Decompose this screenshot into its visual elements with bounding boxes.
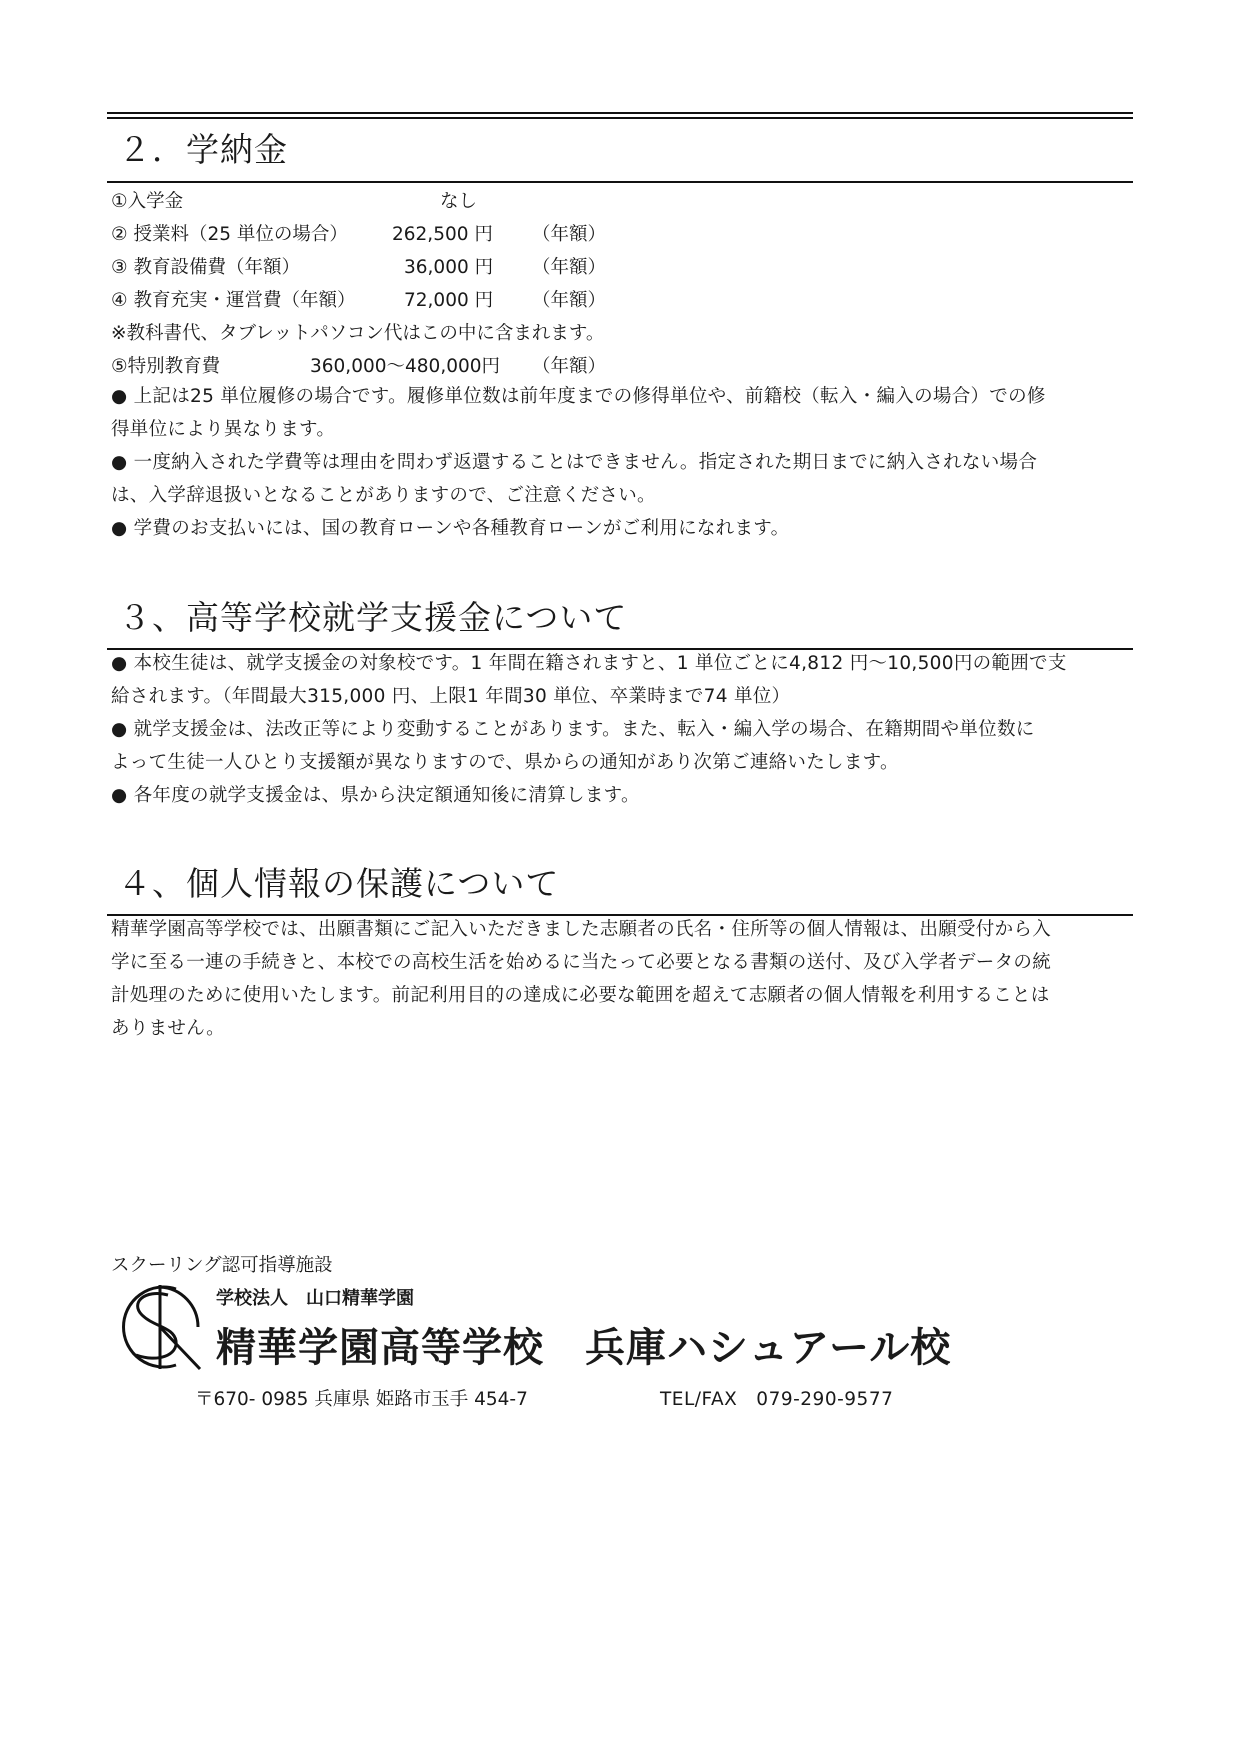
paragraph-line: ● 就学支援金は、法改正等により変動することがあります。また、転入・編入学の場合、在籍期間や単位数に bbox=[111, 719, 1035, 740]
paragraph-line: ● 各年度の就学支援金は、県から決定額通知後に清算します。 bbox=[111, 785, 640, 806]
bullet-line: 得単位により異なります。 bbox=[111, 419, 336, 440]
paragraph-line: 計処理のために使用いたします。前記利用目的の達成に必要な範囲を超えて志願者の個人情報を利用することは bbox=[111, 985, 1050, 1006]
top-double-rule-2 bbox=[107, 117, 1133, 119]
fee-amount-facility: 36,000 円 bbox=[404, 257, 494, 278]
fee-period-special: （年額） bbox=[532, 356, 607, 377]
fee-amount-operation: 72,000 円 bbox=[404, 290, 494, 311]
fee-label-operation: ④ 教育充実・運営費（年額） bbox=[111, 290, 356, 311]
section-4-rule bbox=[107, 914, 1133, 916]
section-3-rule bbox=[107, 648, 1133, 650]
fee-label-special: ⑤特別教育費 bbox=[111, 356, 221, 377]
section-3-title: ３、高等学校就学支援金について bbox=[118, 598, 628, 637]
school-name: 精華学園高等学校 兵庫ハシュアール校 bbox=[216, 1325, 952, 1371]
fee-note: ※教科書代、タブレットパソコン代はこの中に含まれます。 bbox=[111, 323, 605, 344]
fee-period-tuition: （年額） bbox=[532, 224, 607, 245]
paragraph-line: よって生徒一人ひとり支援額が異なりますので、県からの通知があり次第ご連絡いたします。 bbox=[111, 752, 899, 773]
paragraph-line: 学に至る一連の手続きと、本校での高校生活を始めるに当たって必要となる書類の送付、及び入学者データの統 bbox=[111, 952, 1052, 973]
tel-fax: TEL/FAX 079-290-9577 bbox=[660, 1389, 894, 1410]
fee-amount-special: 360,000～480,000円 bbox=[310, 356, 501, 377]
bullet-line: は、入学辞退扱いとなることがありますので、ご注意ください。 bbox=[111, 485, 656, 506]
fee-period-operation: （年額） bbox=[532, 290, 607, 311]
paragraph-line: 給されます。（年間最大315,000 円、上限1 年間30 単位、卒業時まで74 単位） bbox=[111, 686, 791, 707]
facility-category: スクーリング認可指導施設 bbox=[111, 1255, 333, 1276]
fee-amount-admission: なし bbox=[440, 191, 478, 212]
sr-logo-icon bbox=[114, 1279, 210, 1375]
paragraph-line: ● 本校生徒は、就学支援金の対象校です。1 年間在籍されますと、1 単位ごとに4,812 円～10,500円の範囲で支 bbox=[111, 653, 1067, 674]
bullet-line: ● 学費のお支払いには、国の教育ローンや各種教育ローンがご利用になれます。 bbox=[111, 518, 790, 539]
top-double-rule-1 bbox=[107, 112, 1133, 114]
section-2-title: ２．学納金 bbox=[118, 130, 288, 169]
fee-label-admission: ①入学金 bbox=[111, 191, 184, 212]
bullet-line: ● 上記は25 単位履修の場合です。履修単位数は前年度までの修得単位や、前籍校（転入・編入の場合）での修 bbox=[111, 386, 1046, 407]
section-4-title: ４、個人情報の保護について bbox=[118, 864, 560, 903]
fee-period-facility: （年額） bbox=[532, 257, 607, 278]
paragraph-line: 精華学園高等学校では、出願書類にご記入いただきました志願者の氏名・住所等の個人情報は、出願受付から入 bbox=[111, 919, 1052, 940]
bullet-line: ● 一度納入された学費等は理由を問わず返還することはできません。指定された期日までに納入されない場合 bbox=[111, 452, 1038, 473]
section-2-rule bbox=[107, 181, 1133, 183]
corporation-name: 学校法人 山口精華学園 bbox=[216, 1288, 414, 1309]
fee-amount-tuition: 262,500 円 bbox=[392, 224, 493, 245]
address: 〒670- 0985 兵庫県 姫路市玉手 454-7 bbox=[195, 1389, 528, 1410]
paragraph-line: ありません。 bbox=[111, 1018, 225, 1039]
fee-label-facility: ③ 教育設備費（年額） bbox=[111, 257, 300, 278]
fee-label-tuition: ② 授業料（25 単位の場合） bbox=[111, 224, 348, 245]
